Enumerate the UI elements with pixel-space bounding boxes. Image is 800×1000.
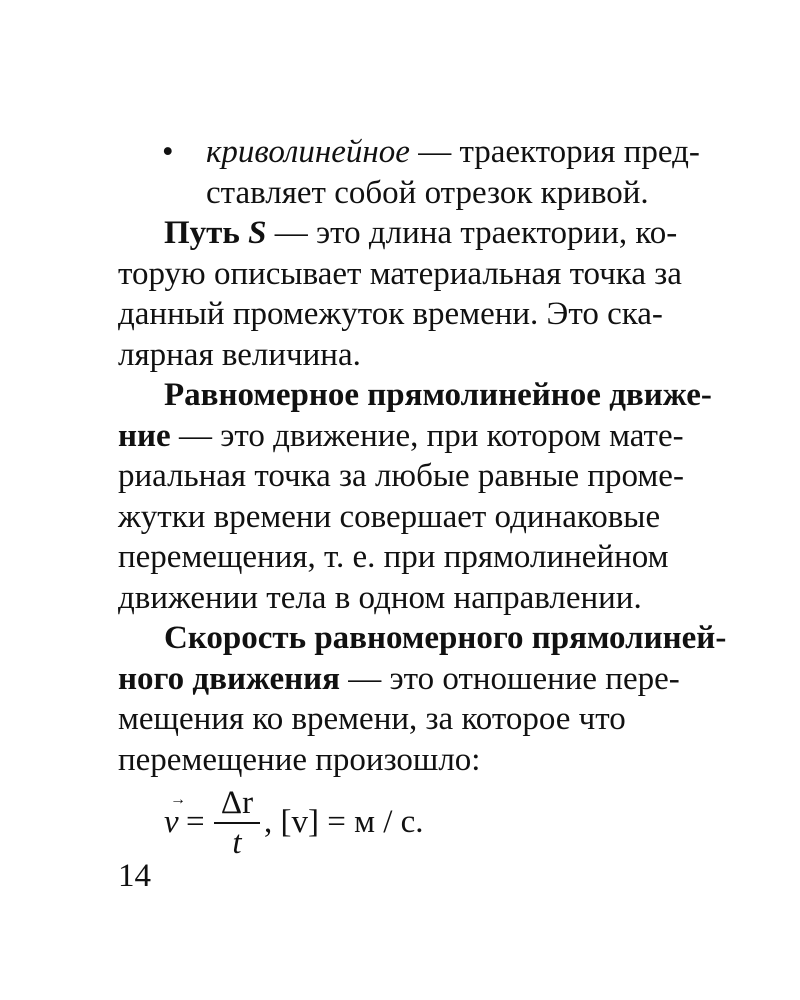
uniform-term-end: ние <box>118 417 171 454</box>
uniform-line2-text: — это движение, при котором мате- <box>170 417 684 454</box>
path-line-2: торую описывает материальная точка за <box>118 255 682 292</box>
path-line-1 <box>118 213 714 254</box>
velocity-line-2 <box>118 659 714 700</box>
path-symbol: S <box>248 215 267 251</box>
uniform-line-2 <box>118 416 714 457</box>
uniform-line-5: перемещения, т. е. при прямолинейном <box>118 539 669 575</box>
path-line1-text: — это длина траектории, ко- <box>266 215 678 251</box>
bullet-glyph: • <box>162 134 174 170</box>
formula-numerator: Δr <box>220 785 254 821</box>
bullet-term: криволинейное <box>206 134 410 170</box>
formula-denominator: t <box>232 825 242 861</box>
velocity-term-end: ного движения <box>118 660 340 697</box>
velocity-line-4: перемещение произошло: <box>118 741 481 778</box>
bullet-line1-text: — траектория пред- <box>409 134 700 170</box>
path-line-4: лярная величина. <box>118 336 361 373</box>
velocity-line2-text: — это отношение пере- <box>339 660 680 697</box>
uniform-line-4: жутки времени совершает одинаковые <box>118 498 661 535</box>
path-line-3: данный промежуток времени. Это ска- <box>118 296 663 332</box>
velocity-line-3: мещения ко времени, за которое что <box>118 701 626 737</box>
formula-equals: = <box>186 804 205 840</box>
velocity-formula <box>118 784 714 862</box>
formula-unit: , [v] = м / с. <box>264 804 424 840</box>
uniform-line-6: движении тела в одном направлении. <box>118 579 642 616</box>
fraction-bar <box>214 822 260 824</box>
bullet-line-1 <box>118 132 714 173</box>
formula-fraction <box>214 784 260 860</box>
formula-lhs: v <box>164 804 179 840</box>
page-number: 14 <box>118 858 151 894</box>
uniform-line-1: Равномерное прямолинейное движе- <box>164 377 712 413</box>
page-body <box>118 132 727 862</box>
velocity-line-1: Скорость равномерного прямолиней- <box>164 620 727 656</box>
path-term: Путь <box>164 215 249 251</box>
bullet-line-2: ставляет собой отрезок кривой. <box>206 174 649 211</box>
uniform-line-3: риальная точка за любые равные проме- <box>118 458 684 494</box>
vector-arrow-icon: → <box>170 791 186 808</box>
